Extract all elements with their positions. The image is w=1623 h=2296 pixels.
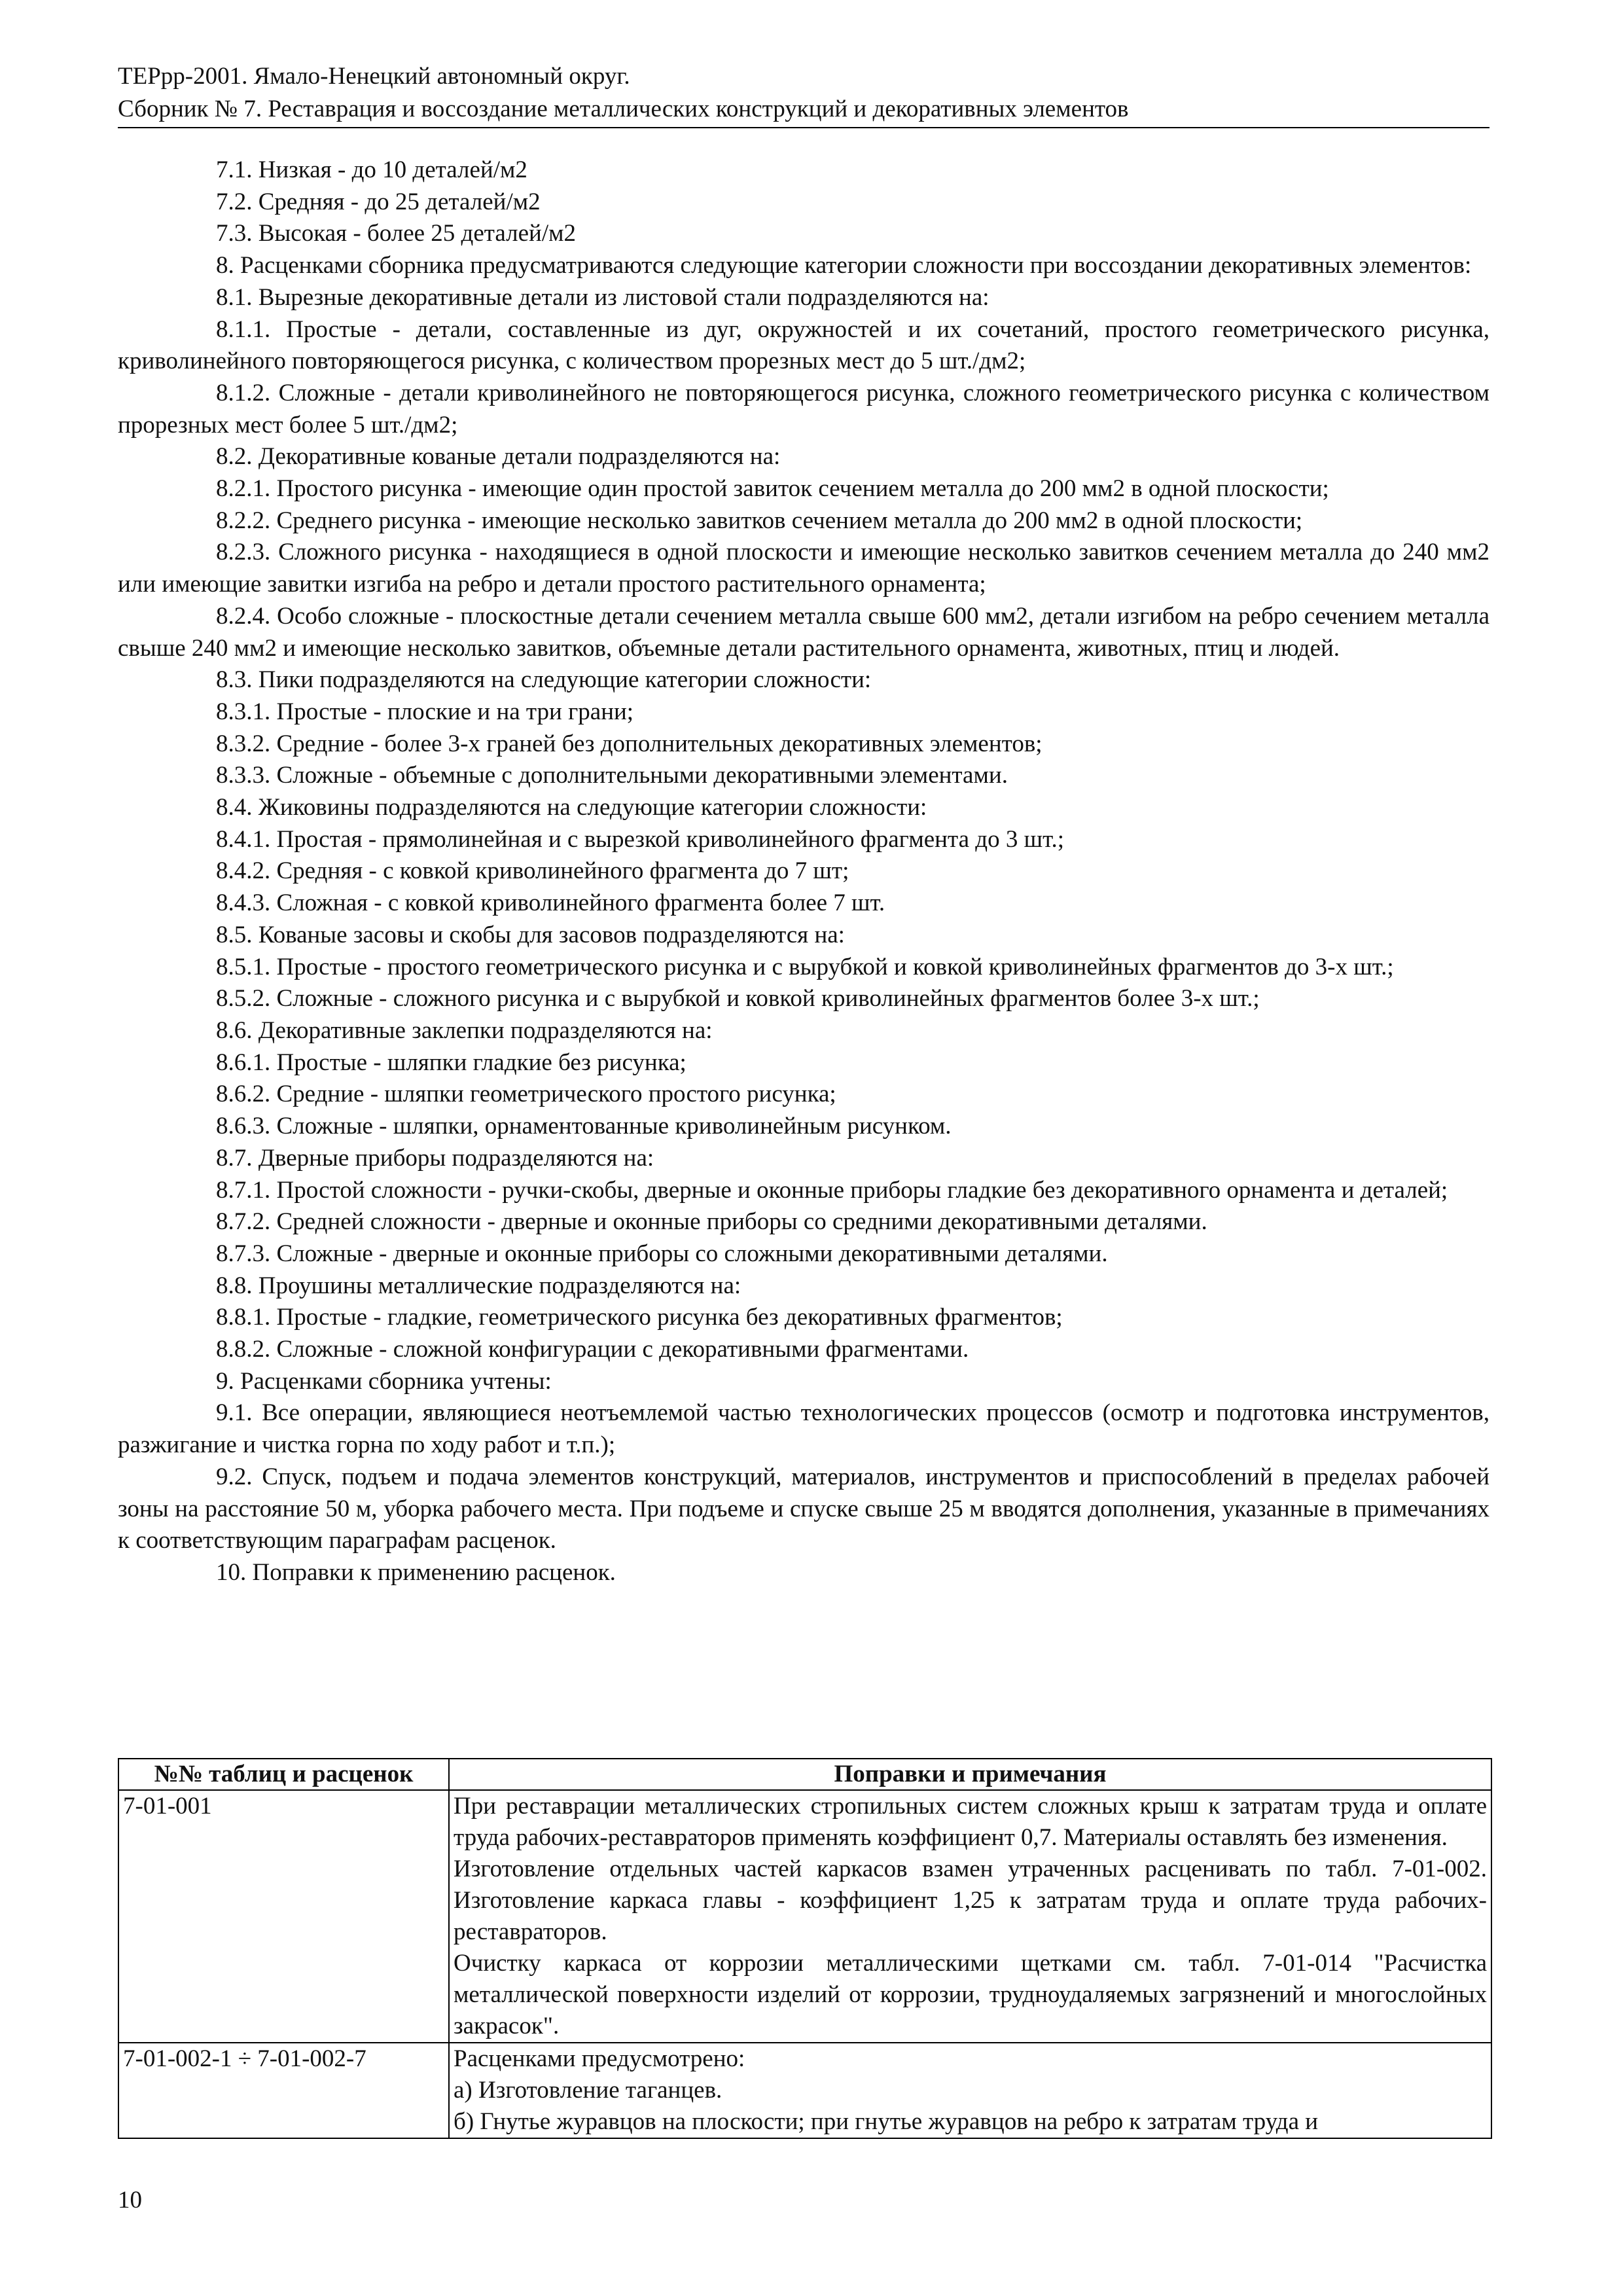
paragraph: 8.2.3. Сложного рисунка - находящиеся в одной плоскости и имеющие несколько завитков сечением металла до 240 мм2 или имеющие завитки изгиба на ребро и детали простого растительного орнамента;	[118, 539, 1489, 598]
paragraph: 8. Расценками сборника предусматриваются следующие категории сложности при воссоздании декоративных элементов:	[216, 252, 1472, 279]
paragraph: 8.6. Декоративные заклепки подразделяются на:	[216, 1016, 713, 1044]
paragraph: 8.2. Декоративные кованые детали подразделяются на:	[216, 443, 781, 471]
paragraph: 8.6.1. Простые - шляпки гладкие без рисунка;	[216, 1049, 687, 1076]
paragraph: 8.7.1. Простой сложности - ручки-скобы, дверные и оконные приборы гладкие без декоративного орнамента и деталей;	[216, 1176, 1448, 1204]
column-header-codes: №№ таблиц и расценок	[118, 1759, 449, 1790]
paragraph: 8.7.3. Сложные - дверные и оконные приборы со сложными декоративными деталями.	[216, 1240, 1108, 1267]
note-text: б) Гнутье журавцов на плоскости; при гнутье журавцов на ребро к затратам труда и	[454, 2108, 1319, 2135]
paragraph: 8.8.1. Простые - гладкие, геометрического рисунка без декоративных фрагментов;	[216, 1304, 1063, 1331]
paragraph: 9.1. Все операции, являющиеся неотъемлемой частью технологических процессов (осмотр и подготовка инструментов, разжигание и чистка горна по ходу работ и т.п.);	[118, 1399, 1489, 1459]
paragraph: 7.3. Высокая - более 25 деталей/м2	[216, 220, 577, 247]
paragraph: 7.1. Низкая - до 10 деталей/м2	[216, 156, 527, 183]
corrections-table	[118, 1758, 1492, 2139]
paragraph: 7.2. Средняя - до 25 деталей/м2	[216, 188, 541, 215]
row-code: 7-01-001	[118, 1790, 449, 2043]
header-line-2: Сборник № 7. Реставрация и воссоздание металлических конструкций и декоративных элементов	[118, 96, 1129, 122]
paragraph: 8.4. Жиковины подразделяются на следующие категории сложности:	[216, 794, 927, 821]
paragraph: 8.5.2. Сложные - сложного рисунка и с вырубкой и ковкой криволинейных фрагментов более 3-х шт.;	[216, 985, 1260, 1013]
paragraph: 8.6.2. Средние - шляпки геометрического простого рисунка;	[216, 1081, 836, 1108]
header-line-1: ТЕРрр-2001. Ямало-Ненецкий автономный округ.	[118, 63, 630, 90]
paragraph: 8.3.3. Сложные - объемные с дополнительными декоративными элементами.	[216, 762, 1008, 789]
paragraph: 8.2.4. Особо сложные - плоскостные детали сечением металла свыше 600 мм2, детали изгибом на ребро сечением металла свыше 240 мм2 и имеющие несколько завитков, объемные детали растительного орнамента, животных, птиц и людей.	[118, 602, 1489, 662]
paragraph: 8.3.1. Простые - плоские и на три грани;	[216, 698, 634, 725]
table-row	[118, 1790, 1491, 2043]
column-header-notes: Поправки и примечания	[449, 1759, 1491, 1790]
paragraph: 8.4.1. Простая - прямолинейная и с вырезкой криволинейного фрагмента до 3 шт.;	[216, 825, 1065, 853]
row-notes	[449, 2043, 1491, 2138]
row-code: 7-01-002-1 ÷ 7-01-002-7	[118, 2043, 449, 2138]
paragraph: 8.6.3. Сложные - шляпки, орнаментованные криволинейным рисунком.	[216, 1113, 952, 1140]
paragraph: 8.3. Пики подразделяются на следующие категории сложности:	[216, 666, 872, 694]
paragraph: 8.3.2. Средние - более 3-х граней без дополнительных декоративных элементов;	[216, 730, 1043, 757]
table-header-row	[118, 1759, 1491, 1790]
paragraph: 9. Расценками сборника учтены:	[216, 1367, 552, 1395]
paragraph: 8.8. Проушины металлические подразделяются на:	[216, 1272, 741, 1299]
paragraph: 8.5.1. Простые - простого геометрического рисунка и с вырубкой и ковкой криволинейных фрагментов до 3-х шт.;	[216, 953, 1394, 980]
note-text: Изготовление отдельных частей каркасов взамен утраченных расценивать по табл. 7-01-002. Изготовление каркаса главы - коэффициент 1,25 к затратам труда и оплате труда рабочих-реставраторов.	[454, 1856, 1487, 1945]
paragraph: 8.1.1. Простые - детали, составленные из дуг, окружностей и их сочетаний, простого геометрического рисунка, криволинейного повторяющегося рисунка, с количеством прорезных мест до 5 шт./дм2;	[118, 315, 1489, 375]
page-header	[118, 60, 1489, 128]
note-text: Расценками предусмотрено:	[454, 2045, 745, 2072]
paragraph: 9.2. Спуск, подъем и подача элементов конструкций, материалов, инструментов и приспособлений в пределах рабочей зоны на расстояние 50 м, уборка рабочего места. При подъеме и спуске свыше 25 м вводятся дополнения, указанные в примечаниях к соответствующим параграфам расценок.	[118, 1463, 1489, 1554]
paragraph: 10. Поправки к применению расценок.	[216, 1558, 616, 1586]
paragraph: 8.1. Вырезные декоративные детали из листовой стали подразделяются на:	[216, 283, 990, 311]
paragraph: 8.7. Дверные приборы подразделяются на:	[216, 1144, 654, 1172]
paragraph: 8.4.2. Средняя - с ковкой криволинейного фрагмента до 7 шт;	[216, 857, 849, 885]
table-row	[118, 2043, 1491, 2138]
paragraph: 8.5. Кованые засовы и скобы для засовов подразделяются на:	[216, 921, 845, 948]
body-text	[118, 154, 1489, 1589]
paragraph: 8.1.2. Сложные - детали криволинейного не повторяющегося рисунка, сложного геометрического рисунка с количеством прорезных мест более 5 шт./дм2;	[118, 379, 1489, 439]
note-text: При реставрации металлических стропильных систем сложных крыш к затратам труда и оплате труда рабочих-реставраторов применять коэффициент 0,7. Материалы оставлять без изменения.	[454, 1793, 1487, 1851]
note-text: Очистку каркаса от коррозии металлическими щетками см. табл. 7-01-014 "Расчистка металлической поверхности изделий от коррозии, трудноудаляемых загрязнений и многослойных закрасок".	[454, 1950, 1487, 2039]
row-notes	[449, 1790, 1491, 2043]
paragraph: 8.4.3. Сложная - с ковкой криволинейного фрагмента более 7 шт.	[216, 889, 885, 917]
paragraph: 8.7.2. Средней сложности - дверные и оконные приборы со средними декоративными деталями.	[216, 1208, 1207, 1236]
paragraph: 8.8.2. Сложные - сложной конфигурации с декоративными фрагментами.	[216, 1336, 969, 1363]
note-text: а) Изготовление таганцев.	[454, 2077, 722, 2104]
paragraph: 8.2.1. Простого рисунка - имеющие один простой завиток сечением металла до 200 мм2 в одной плоскости;	[216, 475, 1329, 503]
paragraph: 8.2.2. Среднего рисунка - имеющие несколько завитков сечением металла до 200 мм2 в одной плоскости;	[216, 507, 1303, 534]
page-number: 10	[118, 2187, 142, 2214]
